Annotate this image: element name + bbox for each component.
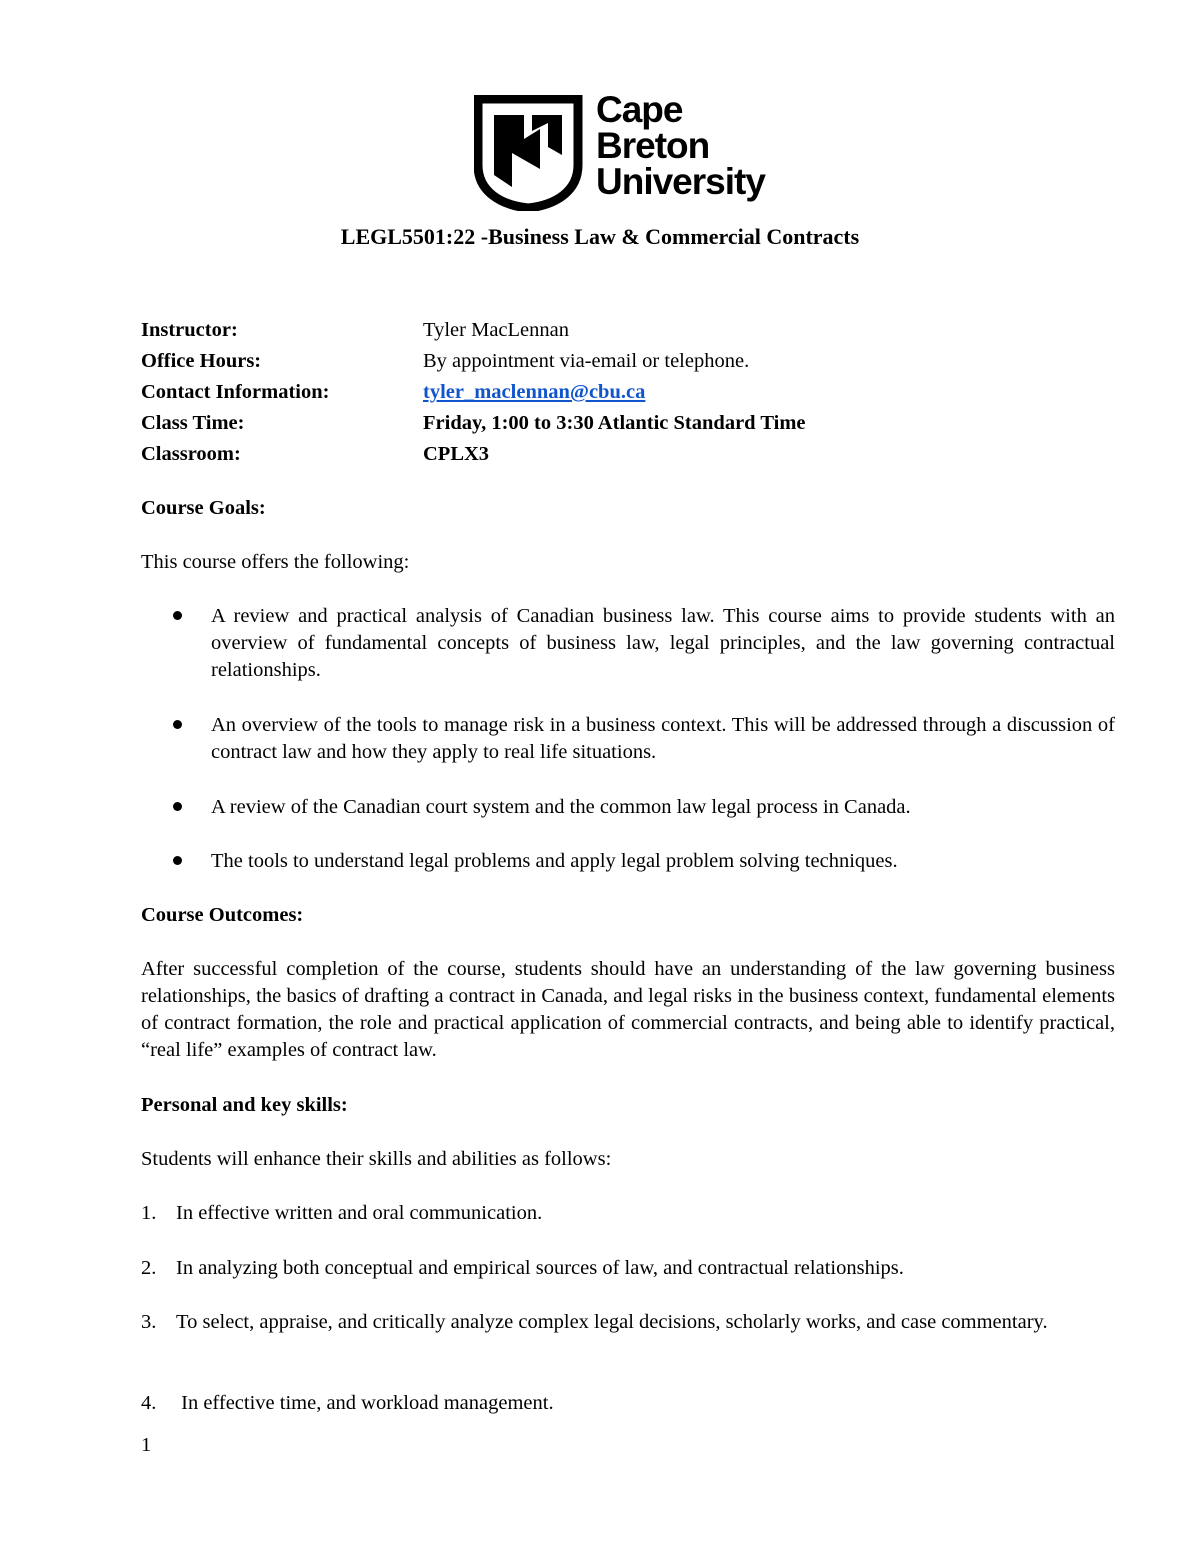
skill-text: In analyzing both conceptual and empirical sources of law, and contractual relationships. (176, 1257, 904, 1279)
logo-line-2: Breton (596, 125, 710, 166)
course-goals-heading: Course Goals: (141, 497, 266, 519)
goal-bullet-1 (141, 603, 1115, 684)
skill-text: In effective written and oral communication. (176, 1202, 543, 1224)
skill-item-1 (141, 1200, 1115, 1227)
goal-bullet-2 (141, 712, 1115, 766)
skill-text: To select, appraise, and critically analyze complex legal decisions, scholarly works, and case commentary. (176, 1311, 1048, 1333)
goal-bullet-3 (141, 794, 1115, 821)
course-outcomes-heading: Course Outcomes: (141, 904, 304, 926)
goal-bullet-text: The tools to understand legal problems and apply legal problem solving techniques. (211, 850, 898, 872)
skill-item-4 (141, 1390, 1115, 1417)
skill-item-3 (141, 1309, 1115, 1336)
class-time-label: Class Time: (141, 412, 245, 434)
instructor-label: Instructor: (141, 319, 238, 341)
skill-text: In effective time, and workload management. (176, 1392, 554, 1414)
course-goals-intro: This course offers the following: (141, 551, 410, 573)
contact-row (141, 377, 1121, 408)
office-hours-label: Office Hours: (141, 350, 262, 372)
logo-line-3: University (596, 161, 765, 202)
course-info (141, 315, 1121, 470)
goal-bullet-text: A review and practical analysis of Canadian business law. This course aims to provide students with an overview of fundamental concepts of business law, legal principles, and the law governing contractual relationships. (211, 605, 1115, 681)
university-logo (474, 89, 784, 211)
bullet-dot-icon (173, 802, 182, 811)
goal-bullet-text: A review of the Canadian court system and the common law legal process in Canada. (211, 796, 911, 818)
skill-number: 4. (141, 1392, 157, 1414)
logo-line-1: Cape (596, 89, 683, 130)
cbu-shield-icon (474, 95, 584, 211)
course-outcomes-text: After successful completion of the course, students should have an understanding of the law governing business relationships, the basics of drafting a contract in Canada, and legal risks in the business context, fundamental elements of contract formation, the role and practical application of commercial contracts, and being able to identify practical, “real life” examples of contract law. (141, 958, 1115, 1061)
goal-bullet-4 (141, 848, 1115, 875)
classroom-row (141, 439, 1121, 470)
office-hours-row (141, 346, 1121, 377)
skill-item-2 (141, 1255, 1115, 1282)
contact-email-link[interactable]: tyler_maclennan@cbu.ca (423, 381, 646, 403)
contact-label: Contact Information: (141, 381, 330, 403)
skill-number: 2. (141, 1257, 157, 1279)
logo-wordmark (596, 89, 765, 202)
classroom-label: Classroom: (141, 443, 241, 465)
course-title: LEGL5501:22 -Business Law & Commercial Contracts (340, 224, 860, 249)
bullet-dot-icon (173, 720, 182, 729)
class-time-value: Friday, 1:00 to 3:30 Atlantic Standard Time (423, 412, 806, 434)
skill-number: 1. (141, 1202, 157, 1224)
bullet-dot-icon (173, 611, 182, 620)
instructor-value: Tyler MacLennan (423, 319, 569, 341)
class-time-row (141, 408, 1121, 439)
classroom-value: CPLX3 (423, 443, 490, 465)
instructor-row (141, 315, 1121, 346)
skills-heading: Personal and key skills: (141, 1094, 348, 1116)
office-hours-value: By appointment via-email or telephone. (423, 350, 750, 372)
skills-intro: Students will enhance their skills and abilities as follows: (141, 1148, 612, 1170)
skill-number: 3. (141, 1311, 157, 1333)
page-number: 1 (141, 1434, 152, 1456)
goal-bullet-text: An overview of the tools to manage risk in a business context. This will be addressed through a discussion of contract law and how they apply to real life situations. (211, 714, 1115, 763)
bullet-dot-icon (173, 856, 182, 865)
